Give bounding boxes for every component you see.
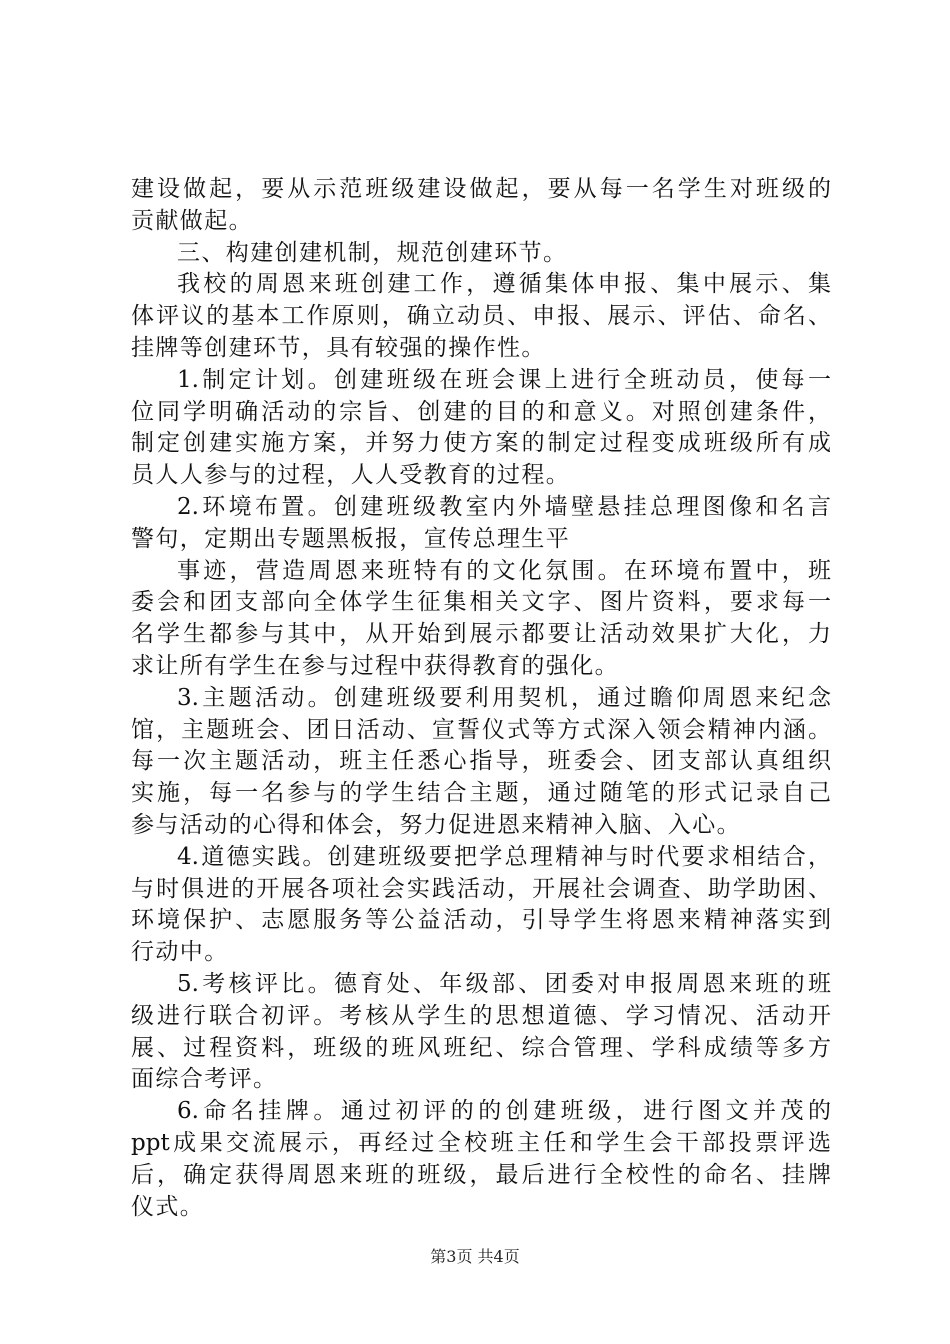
text-line: 后，确定获得周恩来班的班级，最后进行全校性的命名、挂牌: [131, 1161, 831, 1188]
text-line: 4.道德实践。创建班级要把学总理精神与时代要求相结合，: [177, 843, 831, 870]
text-line: 参与活动的心得和体会，努力促进恩来精神入脑、入心。: [131, 811, 741, 838]
text-line: 挂牌等创建环节，具有较强的操作性。: [131, 334, 546, 361]
text-line: 面综合考评。: [131, 1066, 278, 1093]
section-heading: 三、构建创建机制，规范创建环节。: [177, 239, 568, 266]
text-line: 名学生都参与其中，从开始到展示都要让活动效果扩大化，力: [131, 621, 831, 648]
text-line: 展、过程资料，班级的班风班纪、综合管理、学科成绩等多方: [131, 1034, 831, 1061]
text-line: 事迹，营造周恩来班特有的文化氛围。在环境布置中，班: [177, 557, 831, 584]
text-line: 警句，定期出专题黑板报，宣传总理生平: [131, 525, 571, 552]
text-line: 委会和团支部向全体学生征集相关文字、图片资料，要求每一: [131, 589, 831, 616]
text-line: 6.命名挂牌。通过初评的的创建班级，进行图文并茂的: [177, 1098, 831, 1125]
text-line: 贡献做起。: [131, 207, 253, 234]
text-line: 建设做起，要从示范班级建设做起，要从每一名学生对班级的: [131, 176, 831, 202]
text-line: 2.环境布置。创建班级教室内外墙壁悬挂总理图像和名言: [177, 493, 831, 520]
text-line: 制定创建实施方案，并努力使方案的制定过程变成班级所有成: [131, 430, 831, 457]
text-line: 级进行联合初评。考核从学生的思想道德、学习情况、活动开: [131, 1002, 831, 1029]
text-line: 与时俱进的开展各项社会实践活动，开展社会调查、助学助困、: [131, 875, 831, 902]
text-line: 位同学明确活动的宗旨、创建的目的和意义。对照创建条件，: [131, 398, 831, 425]
text-line: 3.主题活动。创建班级要利用契机，通过瞻仰周恩来纪念: [177, 684, 831, 711]
text-line: 馆，主题班会、团日活动、宣誓仪式等方式深入领会精神内涵。: [131, 716, 831, 743]
text-line: 实施，每一名参与的学生结合主题，通过随笔的形式记录自己: [131, 780, 831, 807]
text-line: 环境保护、志愿服务等公益活动，引导学生将恩来精神落实到: [131, 907, 831, 934]
text-line: 仪式。: [131, 1193, 205, 1220]
text-line: 体评议的基本工作原则，确立动员、申报、展示、评估、命名、: [131, 303, 831, 330]
text-line: 5.考核评比。德育处、年级部、团委对申报周恩来班的班: [177, 970, 831, 997]
text-line: 1.制定计划。创建班级在班会课上进行全班动员，使每一: [177, 366, 831, 393]
document-body: [131, 174, 831, 1223]
text-line: 行动中。: [131, 939, 229, 966]
text-line: 员人人参与的过程，人人受教育的过程。: [131, 462, 571, 489]
text-line: 我校的周恩来班创建工作，遵循集体申报、集中展示、集: [177, 271, 831, 298]
text-line: ppt成果交流展示，再经过全校班主任和学生会干部投票评选: [131, 1129, 831, 1156]
text-line: 每一次主题活动，班主任悉心指导，班委会、团支部认真组织: [131, 748, 831, 775]
page-number-footer: 第3页 共4页: [430, 1247, 520, 1266]
text-line: 求让所有学生在参与过程中获得教育的强化。: [131, 652, 619, 679]
